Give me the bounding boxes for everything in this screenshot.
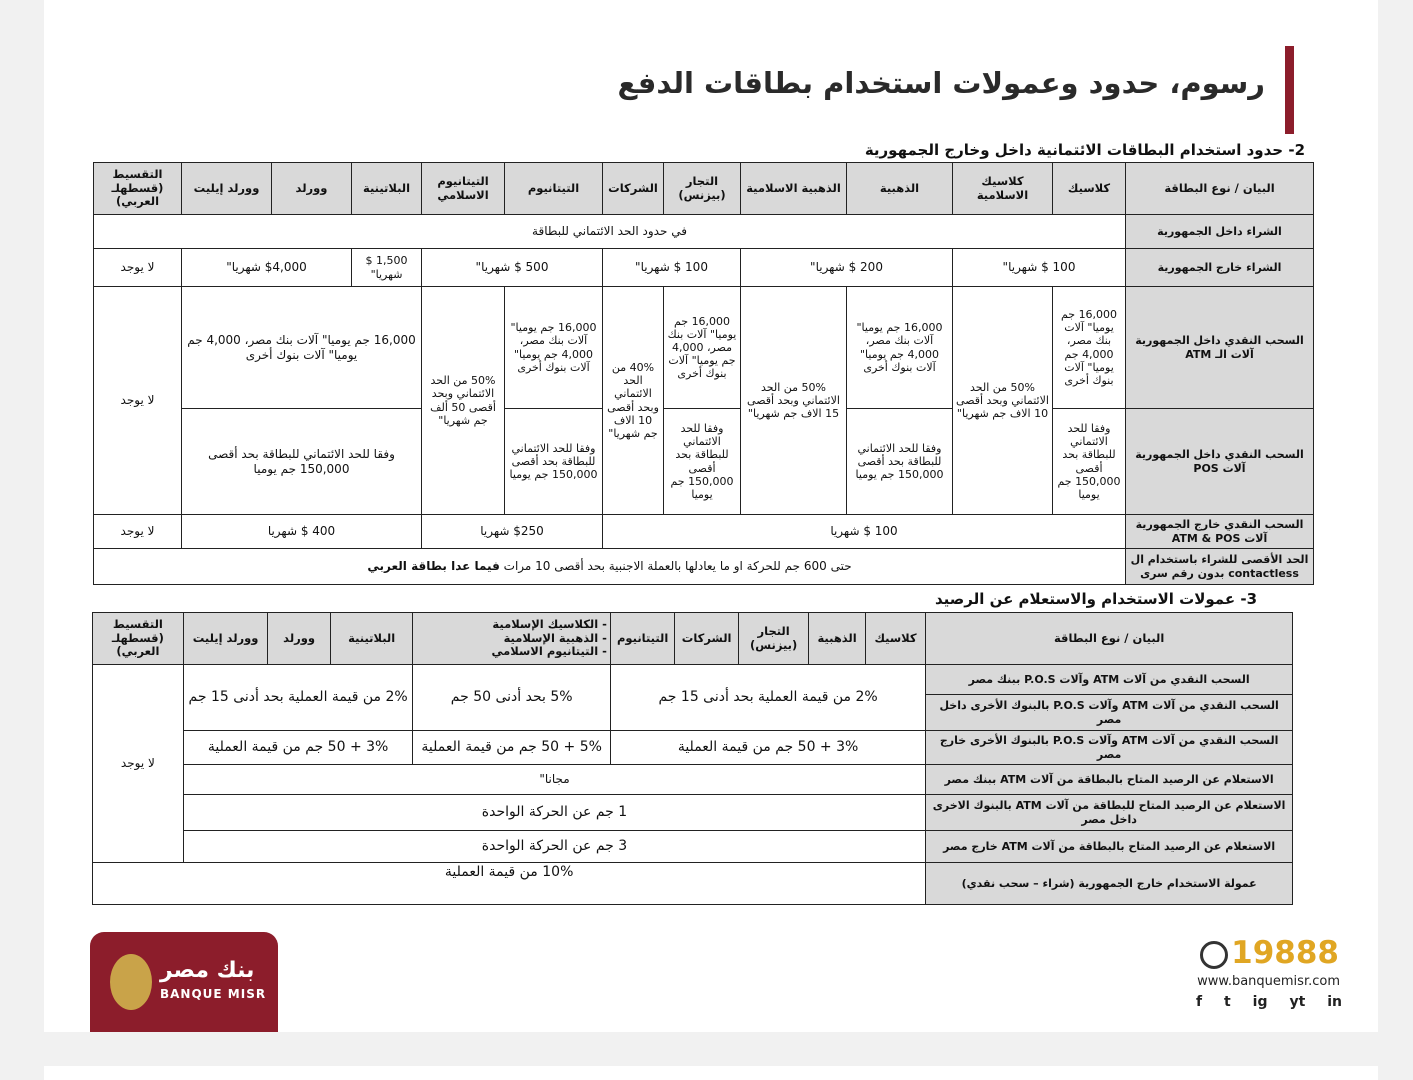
- row-label: السحب النقدي داخل الجمهورية آلات POS: [1126, 409, 1314, 515]
- header-cell: التجار (بيزنس): [738, 613, 809, 665]
- header-cell: وورلد إيليت: [183, 613, 268, 665]
- row-label: السحب النقدي من آلات ATM وآلات P.O.S بالبنوك الأخرى خارج مصر: [926, 731, 1293, 765]
- website-link[interactable]: www.banquemisr.com: [1197, 974, 1340, 989]
- header-cell: الشركات: [603, 163, 664, 215]
- row-label: الاستعلام عن الرصيد المتاح بالبطاقة من آلات ATM ببنك مصر: [926, 765, 1293, 795]
- header-cell: كلاسيك: [1053, 163, 1126, 215]
- header-cell: وورلد: [272, 163, 352, 215]
- header-cell: وورلد إيليت: [182, 163, 272, 215]
- twitter-icon[interactable]: t: [1224, 994, 1231, 1010]
- table-cell: 2% من قيمة العملية بحد أدنى 15 جم: [610, 665, 925, 731]
- row-label: الشراء داخل الجمهورية: [1126, 215, 1314, 249]
- row-label: السحب النقدي من آلات ATM وآلات P.O.S ببنك مصر: [926, 665, 1293, 695]
- header-cell: كلاسيك: [865, 613, 925, 665]
- phone-icon: [1200, 941, 1228, 969]
- header-cell: البلاتينية: [330, 613, 413, 665]
- table-cell: 3 جم عن الحركة الواحدة: [183, 831, 925, 863]
- row-label: السحب النقدي خارج الجمهورية آلات ATM & POS: [1126, 515, 1314, 549]
- section-3-title: 3- عمولات الاستخدام والاستعلام عن الرصيد: [934, 590, 1257, 608]
- header-cell: كلاسيك الاسلامية: [953, 163, 1053, 215]
- table-cell: 2% من قيمة العملية بحد أدنى 15 جم: [183, 665, 413, 731]
- social-links: [1196, 994, 1342, 1010]
- header-cell: الذهبية الاسلامية: [741, 163, 847, 215]
- table-cell: 16,000 جم يوميا" آلات بنك مصر، 4,000 جم يوميا" آلات بنوك أخرى: [182, 287, 422, 409]
- row-label: الحد الأقصى للشراء باستخدام ال contactless بدون رقم سرى: [1126, 549, 1314, 585]
- header-cell: وورلد: [268, 613, 330, 665]
- table-cell: مجانا": [183, 765, 925, 795]
- table-cell: لا يوجد: [93, 665, 184, 863]
- title-accent-bar: [1285, 46, 1294, 134]
- header-cell: البيان / نوع البطاقة: [1126, 163, 1314, 215]
- page-title: رسوم، حدود وعمولات استخدام بطاقات الدفع: [617, 66, 1265, 100]
- table-cell: 50% من الحد الائتماني وبحد أقصى 15 الاف جم شهريا": [741, 287, 847, 515]
- table-cell: 5% بحد أدنى 50 جم: [413, 665, 610, 731]
- table-cell: 1 جم عن الحركة الواحدة: [183, 795, 925, 831]
- row-label: السحب النقدي داخل الجمهورية آلات الـ ATM: [1126, 287, 1314, 409]
- table-cell: 100 $ شهريا": [953, 249, 1126, 287]
- header-cell: الشركات: [675, 613, 738, 665]
- table-cell: 16,000 جم يوميا" آلات بنك مصر، 4,000 جم يوميا" آلات بنوك أخرى: [664, 287, 741, 409]
- table-cell: 3% + 50 جم من قيمة العملية: [610, 731, 925, 765]
- table-cell: وفقا للحد الائتماني للبطاقة بحد أقصى 150,000 جم يوميا: [664, 409, 741, 515]
- hotline: [1200, 935, 1345, 975]
- row-label: السحب النقدي من آلات ATM وآلات P.O.S بالبنوك الأخرى داخل مصر: [926, 695, 1293, 731]
- row-label: الشراء خارج الجمهورية: [1126, 249, 1314, 287]
- credit-limits-table: [93, 162, 1314, 585]
- table-cell: في حدود الحد الائتماني للبطاقة: [94, 215, 1126, 249]
- table-cell: 16,000 جم يوميا" آلات بنك مصر، 4,000 جم يوميا" آلات بنوك أخرى: [847, 287, 953, 409]
- section-2-title: 2- حدود استخدام البطاقات الائتمانية داخل وخارج الجمهورية: [864, 141, 1305, 159]
- row-label: الاستعلام عن الرصيد المتاح بالبطاقة من آلات ATM خارج مصر: [926, 831, 1293, 863]
- header-cell: البلاتينية: [352, 163, 422, 215]
- contactless-text: حتى 600 جم للحركة او ما يعادلها بالعملة الاجنبية بحد أقصى 10 مرات: [503, 559, 852, 574]
- next-page-edge: [44, 1066, 1378, 1080]
- table-cell: لا يوجد: [94, 249, 182, 287]
- table-cell: 16,000 جم يوميا" آلات بنك مصر، 4,000 جم يوميا" آلات بنوك أخرى: [505, 287, 603, 409]
- table-cell: لا يوجد: [94, 515, 182, 549]
- table-cell: 50% من الحد الائتماني وبحد أقصى 10 الاف جم شهريا": [953, 287, 1053, 515]
- table-cell: 500 $ شهريا": [422, 249, 603, 287]
- table-cell: وفقا للحد الائتماني للبطاقة بحد أقصى 150,000 جم يوميا: [505, 409, 603, 515]
- header-cell: التقسيط (قسطهلـ العربي): [93, 613, 184, 665]
- youtube-icon[interactable]: yt: [1289, 994, 1306, 1010]
- header-cell: التيتانيوم: [610, 613, 674, 665]
- brand-name-english: BANQUE MISR: [160, 987, 267, 1001]
- table-cell: 200 $ شهريا": [741, 249, 953, 287]
- linkedin-icon[interactable]: in: [1327, 994, 1342, 1010]
- hotline-number: 19888: [1231, 935, 1339, 971]
- table-cell: $250 شهريا: [422, 515, 603, 549]
- table-cell: 3% + 50 جم من قيمة العملية: [183, 731, 413, 765]
- facebook-icon[interactable]: f: [1196, 994, 1203, 1010]
- table-cell: $4,000 شهريا": [182, 249, 352, 287]
- table-cell: 50% من الحد الائتماني وبحد أقصى 50 ألف جم شهريا": [422, 287, 505, 515]
- header-cell: البيان / نوع البطاقة: [926, 613, 1293, 665]
- header-cell: الذهبية: [809, 613, 865, 665]
- table-cell: 1,500 $ شهريا": [352, 249, 422, 287]
- table-cell: [94, 549, 1126, 585]
- banque-misr-logo: [90, 932, 278, 1032]
- table-cell: 100 $ شهريا: [603, 515, 1126, 549]
- table-cell: وفقا للحد الائتماني للبطاقة بحد أقصى 150,000 جم يوميا: [1053, 409, 1126, 515]
- bank-seal-icon: [110, 954, 152, 1010]
- header-cell: التيتانيوم: [505, 163, 603, 215]
- row-label: عمولة الاستخدام خارج الجمهورية (شراء – سحب نقدي): [926, 863, 1293, 905]
- header-cell: التجار (بيزنس): [664, 163, 741, 215]
- table-cell: وفقا للحد الائتماني للبطاقة بحد أقصى 150,000 جم يوميا: [182, 409, 422, 515]
- table-cell: 16,000 جم يوميا" آلات بنك مصر، 4,000 جم يوميا" آلات بنوك أخرى: [1053, 287, 1126, 409]
- instagram-icon[interactable]: ig: [1252, 994, 1268, 1010]
- brand-name-arabic: بنك مصر: [160, 958, 255, 983]
- header-cell: الذهبية: [847, 163, 953, 215]
- table-cell: وفقا للحد الائتماني للبطاقة بحد أقصى 150,000 جم يوميا: [847, 409, 953, 515]
- table-cell: 10% من قيمة العملية: [93, 863, 926, 905]
- table-cell: 40% من الحد الائتماني وبحد أقصى 10 الاف جم شهريا": [603, 287, 664, 515]
- header-cell: - الكلاسيك الإسلامية - الذهبية الإسلامية - التيتانيوم الاسلامي: [413, 613, 610, 665]
- table-cell: 5% + 50 جم من قيمة العملية: [413, 731, 610, 765]
- table-cell: 100 $ شهريا": [603, 249, 741, 287]
- header-cell: التيتانيوم الاسلامي: [422, 163, 505, 215]
- contactless-exception: فيما عدا بطاقة العربي: [367, 559, 500, 574]
- table-cell: 400 $ شهريا: [182, 515, 422, 549]
- header-cell: التقسيط (قسطهلـ العربي): [94, 163, 182, 215]
- fees-table: [92, 612, 1293, 905]
- table-cell: لا يوجد: [94, 287, 182, 515]
- row-label: الاستعلام عن الرصيد المتاح للبطاقة من آلات ATM بالبنوك الاخرى داخل مصر: [926, 795, 1293, 831]
